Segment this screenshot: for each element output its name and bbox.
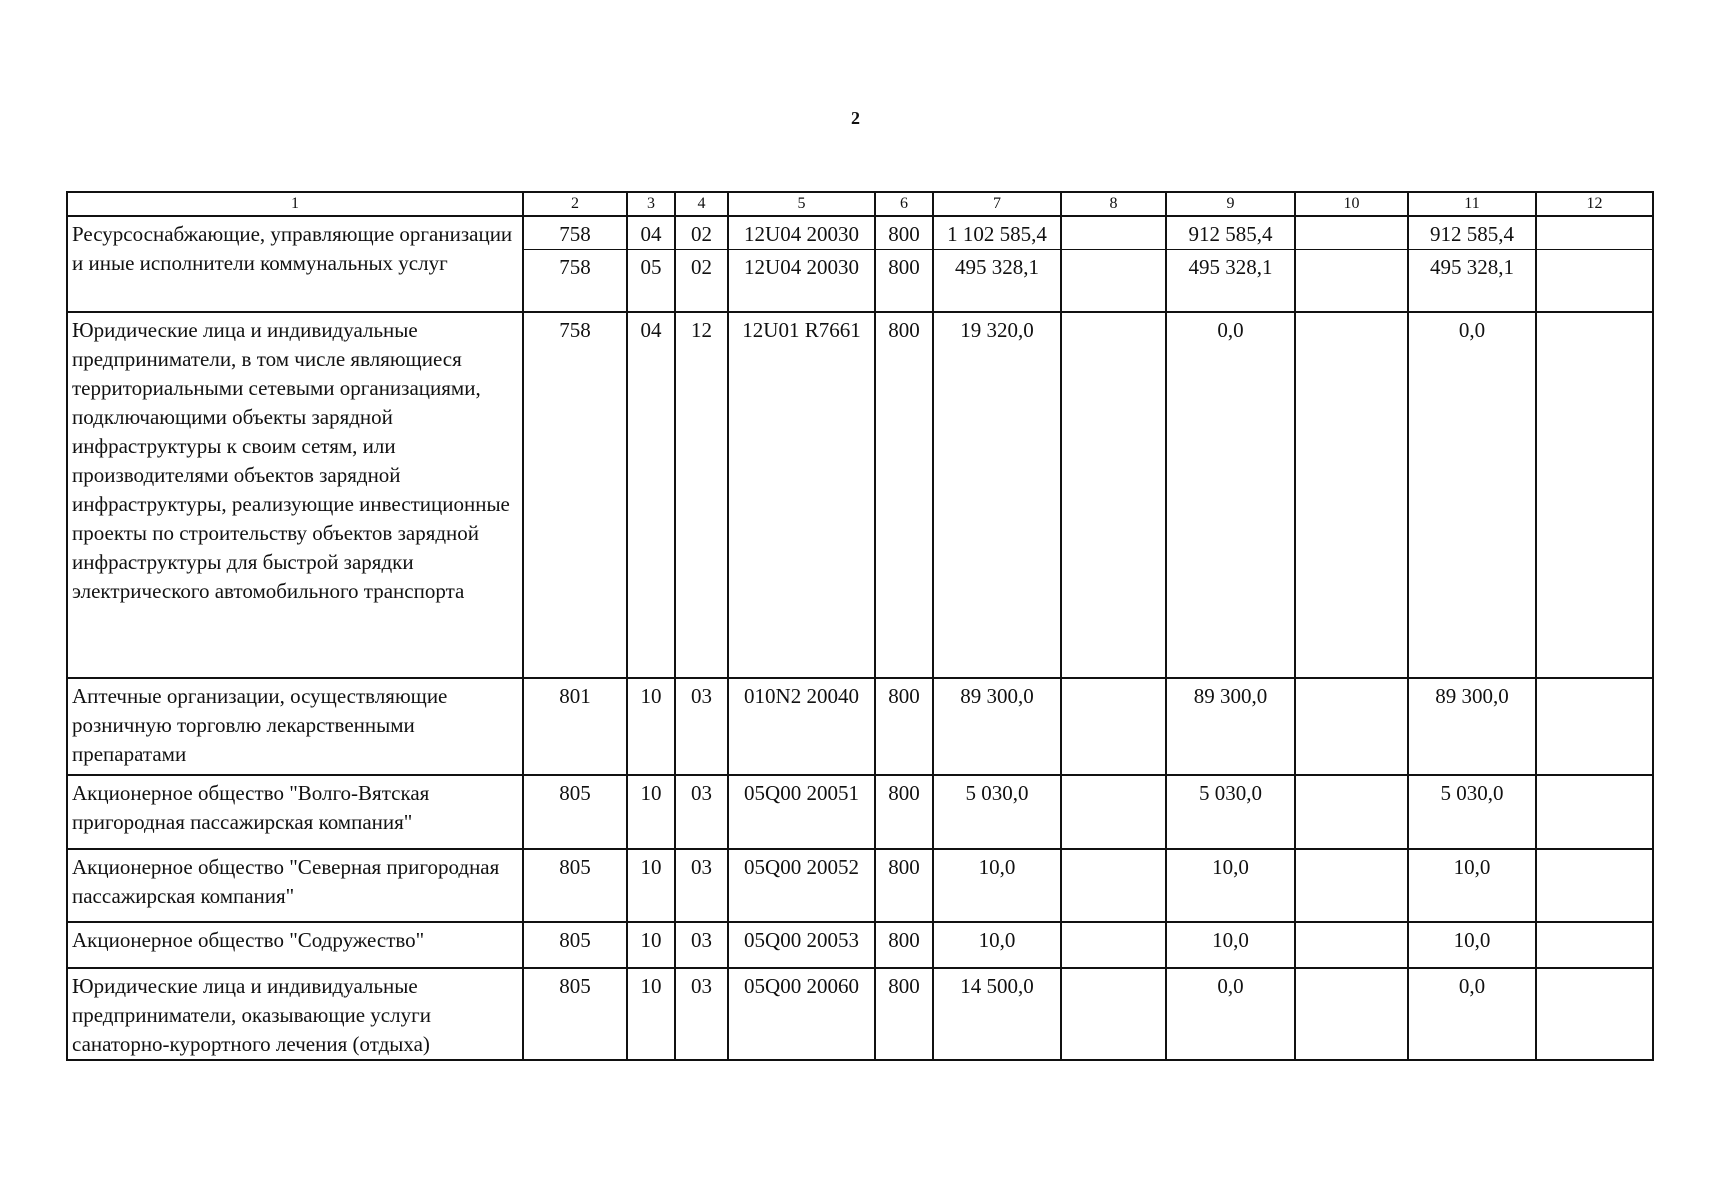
- cell-col12: [1536, 312, 1653, 678]
- cell-col9: 89 300,0: [1166, 678, 1295, 775]
- table-row: [67, 678, 1653, 775]
- cell-col2: 758: [523, 312, 627, 678]
- cell-col4: 03: [675, 968, 728, 1060]
- cell-col10: [1295, 849, 1408, 922]
- cell-col4: 03: [675, 775, 728, 849]
- cell-col3: 05: [627, 250, 675, 312]
- cell-col9: 495 328,1: [1166, 250, 1295, 312]
- cell-col6: 800: [875, 849, 933, 922]
- cell-col8: [1061, 250, 1166, 312]
- column-header: 6: [875, 192, 933, 216]
- cell-col6: 800: [875, 775, 933, 849]
- cell-col5: 12U04 20030: [728, 250, 875, 312]
- cell-col9: 10,0: [1166, 922, 1295, 968]
- column-header: 5: [728, 192, 875, 216]
- cell-col5: 12U01 R7661: [728, 312, 875, 678]
- cell-col5: 05Q00 20053: [728, 922, 875, 968]
- cell-col3: 10: [627, 849, 675, 922]
- cell-col10: [1295, 678, 1408, 775]
- cell-col10: [1295, 968, 1408, 1060]
- cell-col2: 758: [523, 216, 627, 250]
- cell-col11: 0,0: [1408, 312, 1536, 678]
- table-row: [67, 922, 1653, 968]
- cell-col7: 14 500,0: [933, 968, 1061, 1060]
- cell-col2: 801: [523, 678, 627, 775]
- column-header: 1: [67, 192, 523, 216]
- cell-col4: 12: [675, 312, 728, 678]
- cell-col12: [1536, 216, 1653, 250]
- cell-col12: [1536, 968, 1653, 1060]
- cell-col3: 10: [627, 922, 675, 968]
- page-number: 2: [851, 108, 860, 128]
- cell-col3: 10: [627, 968, 675, 1060]
- recipient-description: Ресурсоснабжающие, управляющие организации и иные исполнители коммунальных услуг: [67, 216, 523, 312]
- cell-col8: [1061, 312, 1166, 678]
- cell-col6: 800: [875, 250, 933, 312]
- column-header: 10: [1295, 192, 1408, 216]
- cell-col2: 805: [523, 968, 627, 1060]
- column-header: 11: [1408, 192, 1536, 216]
- cell-col12: [1536, 775, 1653, 849]
- cell-col8: [1061, 216, 1166, 250]
- cell-col4: 03: [675, 678, 728, 775]
- cell-col6: 800: [875, 678, 933, 775]
- cell-col9: 912 585,4: [1166, 216, 1295, 250]
- cell-col4: 03: [675, 922, 728, 968]
- cell-col9: 0,0: [1166, 968, 1295, 1060]
- cell-col11: 495 328,1: [1408, 250, 1536, 312]
- cell-col2: 758: [523, 250, 627, 312]
- column-header: 9: [1166, 192, 1295, 216]
- cell-col3: 04: [627, 216, 675, 250]
- cell-col5: 05Q00 20051: [728, 775, 875, 849]
- cell-col7: 5 030,0: [933, 775, 1061, 849]
- cell-col9: 10,0: [1166, 849, 1295, 922]
- table-row: [67, 968, 1653, 1060]
- cell-col6: 800: [875, 922, 933, 968]
- cell-col5: 010N2 20040: [728, 678, 875, 775]
- cell-col6: 800: [875, 312, 933, 678]
- cell-col9: 0,0: [1166, 312, 1295, 678]
- header-row: [67, 192, 1653, 216]
- cell-col7: 19 320,0: [933, 312, 1061, 678]
- cell-col4: 02: [675, 216, 728, 250]
- cell-col7: 495 328,1: [933, 250, 1061, 312]
- cell-col7: 89 300,0: [933, 678, 1061, 775]
- cell-col11: 912 585,4: [1408, 216, 1536, 250]
- cell-col12: [1536, 849, 1653, 922]
- cell-col7: 1 102 585,4: [933, 216, 1061, 250]
- cell-col8: [1061, 678, 1166, 775]
- recipient-description: Юридические лица и индивидуальные предприниматели, оказывающие услуги санаторно-курортного лечения (отдыха): [67, 968, 523, 1060]
- recipient-description: Аптечные организации, осуществляющие розничную торговлю лекарственными препаратами: [67, 678, 523, 775]
- cell-col11: 89 300,0: [1408, 678, 1536, 775]
- cell-col2: 805: [523, 775, 627, 849]
- cell-col11: 10,0: [1408, 849, 1536, 922]
- cell-col6: 800: [875, 968, 933, 1060]
- recipient-description: Акционерное общество "Содружество": [67, 922, 523, 968]
- cell-col9: 5 030,0: [1166, 775, 1295, 849]
- cell-col10: [1295, 775, 1408, 849]
- cell-col5: 12U04 20030: [728, 216, 875, 250]
- cell-col3: 10: [627, 775, 675, 849]
- cell-col10: [1295, 922, 1408, 968]
- column-header: 3: [627, 192, 675, 216]
- cell-col7: 10,0: [933, 922, 1061, 968]
- cell-col2: 805: [523, 849, 627, 922]
- table-row: [67, 312, 1653, 678]
- cell-col2: 805: [523, 922, 627, 968]
- recipient-description: Акционерное общество "Волго-Вятская пригородная пассажирская компания": [67, 775, 523, 849]
- cell-col5: 05Q00 20052: [728, 849, 875, 922]
- column-header: 7: [933, 192, 1061, 216]
- column-header: 12: [1536, 192, 1653, 216]
- cell-col3: 10: [627, 678, 675, 775]
- column-header: 4: [675, 192, 728, 216]
- cell-col8: [1061, 849, 1166, 922]
- table-row: [67, 216, 1653, 250]
- cell-col8: [1061, 775, 1166, 849]
- column-header: 2: [523, 192, 627, 216]
- cell-col12: [1536, 922, 1653, 968]
- cell-col5: 05Q00 20060: [728, 968, 875, 1060]
- cell-col7: 10,0: [933, 849, 1061, 922]
- column-header: 8: [1061, 192, 1166, 216]
- recipient-description: Акционерное общество "Северная пригородная пассажирская компания": [67, 849, 523, 922]
- cell-col10: [1295, 216, 1408, 250]
- table-row: [67, 775, 1653, 849]
- cell-col11: 0,0: [1408, 968, 1536, 1060]
- cell-col8: [1061, 968, 1166, 1060]
- recipient-description: Юридические лица и индивидуальные предприниматели, в том числе являющиеся территориальными сетевыми организациями, подключающими объекты зарядной инфраструктуры к своим сетям, или производителями объектов зарядной инфраструктуры, реализующие инвестиционные проекты по строительству объектов зарядной инфраструктуры для быстрой зарядки электрического автомобильного транспорта: [67, 312, 523, 678]
- cell-col8: [1061, 922, 1166, 968]
- cell-col6: 800: [875, 216, 933, 250]
- cell-col11: 10,0: [1408, 922, 1536, 968]
- budget-table: [66, 191, 1654, 1061]
- cell-col12: [1536, 678, 1653, 775]
- cell-col10: [1295, 312, 1408, 678]
- table-row: [67, 849, 1653, 922]
- cell-col3: 04: [627, 312, 675, 678]
- cell-col10: [1295, 250, 1408, 312]
- cell-col4: 03: [675, 849, 728, 922]
- cell-col4: 02: [675, 250, 728, 312]
- cell-col11: 5 030,0: [1408, 775, 1536, 849]
- cell-col12: [1536, 250, 1653, 312]
